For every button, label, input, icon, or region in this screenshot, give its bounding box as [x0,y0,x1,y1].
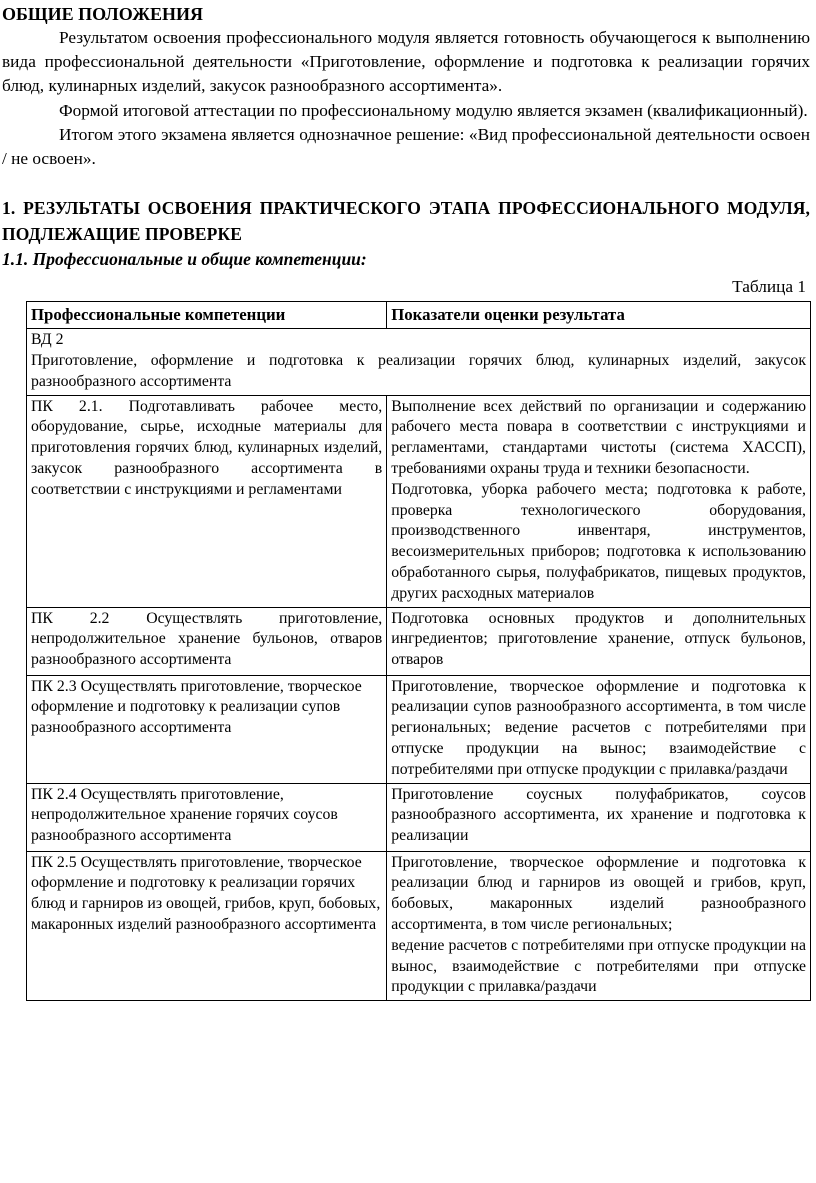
indicator-cell [387,851,811,1001]
table-row [27,675,811,783]
competence-cell: ПК 2.4 Осуществлять приготовление, непродолжительное хранение горячих соусов разнообразного ассортимента [27,783,387,851]
indicator-text: Выполнение всех действий по организации и содержанию рабочего места повара в соответствии с инструкциями и регламентами, стандартами чистоты (система ХАССП), требованиями охраны труда и техники безопасности. [391,397,806,477]
general-provisions-heading: ОБЩИЕ ПОЛОЖЕНИЯ [2,4,204,24]
results-heading: 1. РЕЗУЛЬТАТЫ ОСВОЕНИЯ ПРАКТИЧЕСКОГО ЭТАПА ПРОФЕССИОНАЛЬНОГО МОДУЛЯ, ПОДЛЕЖАЩИЕ ПРОВЕРКЕ [2,198,810,245]
table-caption: Таблица 1 [732,277,806,297]
indicator-cell [387,395,811,607]
indicator-text: Приготовление, творческое оформление и подготовка к реализации блюд и гарниров из овощей и грибов, круп, бобовых, макаронных изделий разнообразного ассортимента, в том числе региональных; [391,853,806,933]
competence-cell: ПК 2.1. Подготавливать рабочее место, оборудование, сырье, исходные материалы для приготовления горячих блюд, кулинарных изделий, закусок разнообразного ассортимента в соответствии с инструкциями и регламентами [27,395,387,607]
competence-cell: ПК 2.5 Осуществлять приготовление, творческое оформление и подготовку к реализации горячих блюд и гарниров из овощей, грибов, круп, бобовых, макаронных изделий разнообразного ассортимента [27,851,387,1001]
table-row [27,607,811,675]
header-indicators: Показатели оценки результата [387,302,811,329]
vd-cell [27,329,811,395]
table-row [27,783,811,851]
table-row-vd [27,329,811,395]
general-paragraph-3: Итогом этого экзамена является однозначное решение: «Вид профессиональной деятельности освоен / не освоен». [2,124,810,169]
vd-code: ВД 2 [31,331,64,349]
indicator-cell [387,783,811,851]
competence-cell: ПК 2.3 Осуществлять приготовление, творческое оформление и подготовку к реализации супов разнообразного ассортимента [27,675,387,783]
indicator-text: ведение расчетов с потребителями при отпуске продукции на вынос, взаимодействие с потребителями при отпуске продукции с прилавка/раздачи [391,936,806,996]
competencies-table [26,301,811,1001]
indicator-text: Подготовка, уборка рабочего места; подготовка к работе, проверка технологического оборудования, производственного инвентаря, инструментов, весоизмерительных приборов; подготовка к использованию обработанного сырья, полуфабрикатов, пищевых продуктов, других расходных материалов [391,480,806,602]
table-row [27,851,811,1001]
indicator-cell [387,675,811,783]
competencies-subheading: 1.1. Профессиональные и общие компетенции: [2,249,367,270]
competence-cell: ПК 2.2 Осуществлять приготовление, непродолжительное хранение бульонов, отваров разнообразного ассортимента [27,607,387,675]
document-page [0,2,816,1183]
spacer [2,171,810,195]
indicator-cell [387,607,811,675]
table-row [27,395,811,607]
indicator-text: Подготовка основных продуктов и дополнительных ингредиентов; приготовление хранение, отпуск бульонов, отваров [391,609,806,669]
header-competencies: Профессиональные компетенции [27,302,387,329]
table-header-row [27,302,811,329]
general-paragraph-1: Результатом освоения профессионального модуля является готовность обучающегося к выполнению вида профессиональной деятельности «Приготовление, оформление и подготовка к реализации горячих блюд, кулинарных изделий, закусок разнообразного ассортимента». [2,28,810,96]
general-paragraph-2: Формой итоговой аттестации по профессиональному модулю является экзамен (квалификационный). [59,100,808,120]
indicator-text: Приготовление, творческое оформление и подготовка к реализации супов разнообразного ассортимента, в том числе региональных; ведение расчетов с потребителями при отпуске продукции на вынос; взаимодействие с потребителями при отпуске продукции с прилавка/раздачи [391,677,806,778]
indicator-text: Приготовление соусных полуфабрикатов, соусов разнообразного ассортимента, их хранение и подготовка к реализации [391,785,806,845]
vd-text: Приготовление, оформление и подготовка к реализации горячих блюд, кулинарных изделий, закусок разнообразного ассортимента [31,352,806,390]
